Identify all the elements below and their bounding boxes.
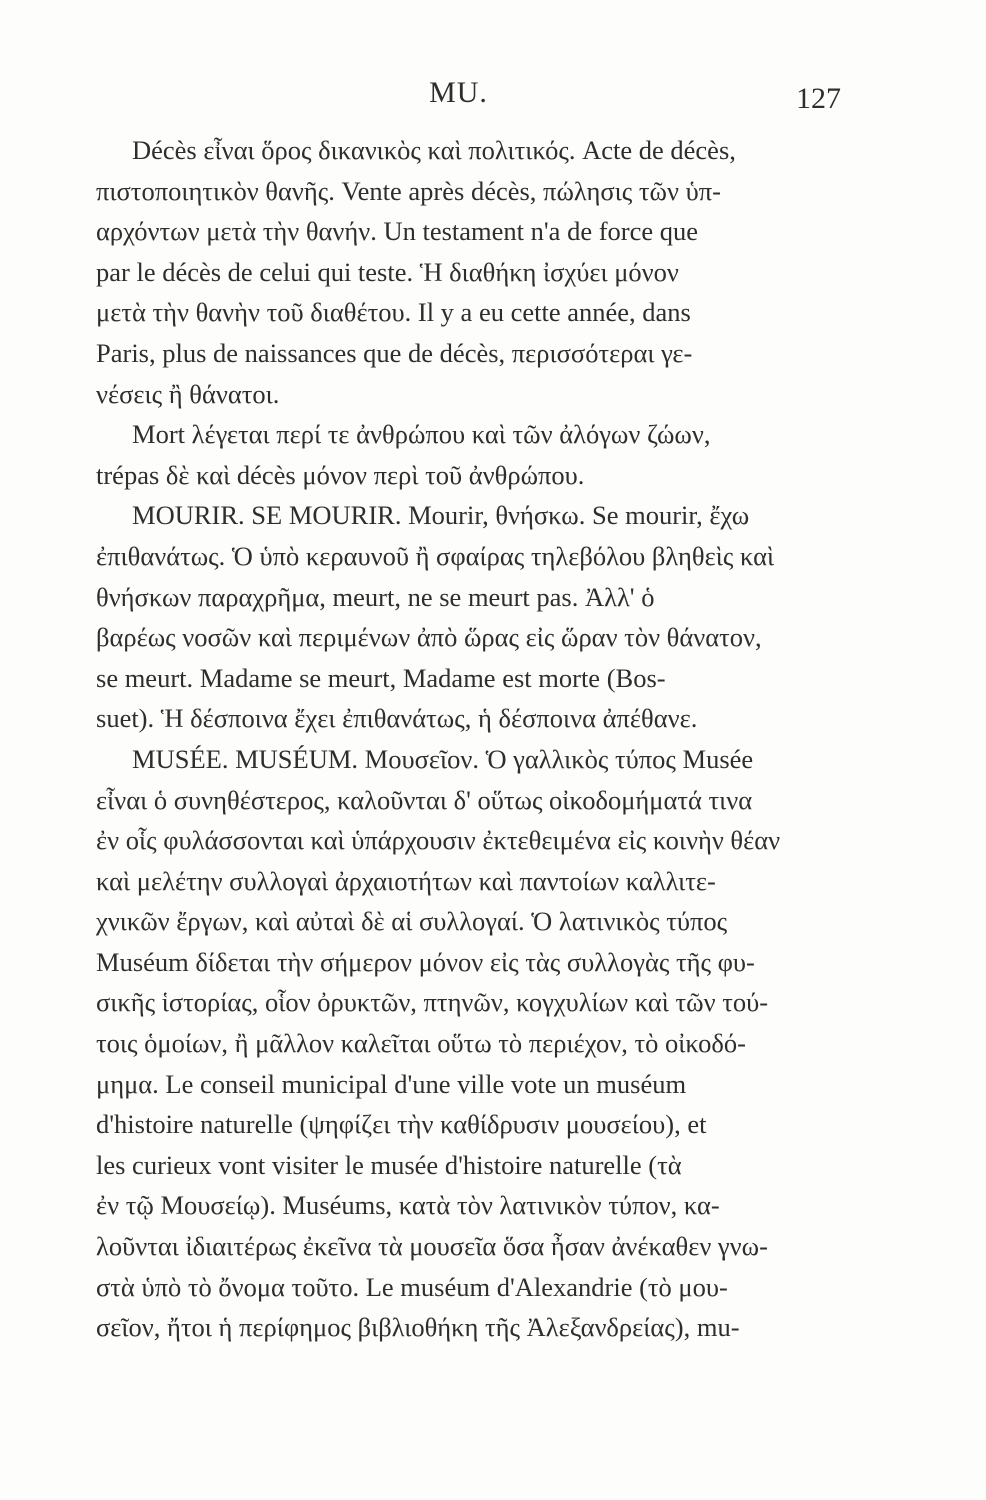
paragraph-mourir: [96, 495, 796, 739]
text-line: νέσεις ἢ θάνατοι.: [96, 378, 280, 409]
text-line: θνήσκων παραχρῆμα, meurt, ne se meurt pas. Ἀλλ' ὁ: [96, 581, 655, 612]
page-number: 127: [796, 82, 841, 115]
paragraph-mort: [96, 414, 796, 495]
text-line: les curieux vont visiter le musée d'histoire naturelle (τὰ: [96, 1149, 682, 1180]
text-line: τοις ὁμοίων, ἢ μᾶλλον καλεῖται οὕτω τὸ περιέχον, τὸ οἰκοδό-: [96, 1028, 746, 1059]
paragraph-deces: [96, 130, 796, 414]
text-line: λοῦνται ἰδιαιτέρως ἐκεῖνα τὰ μουσεῖα ὅσα ἦσαν ἀνέκαθεν γνω-: [96, 1231, 768, 1262]
text-line: MOURIR. SE MOURIR. Mourir, θνήσκω. Se mourir, ἔχω: [132, 500, 750, 531]
text-line: Mort λέγεται περί τε ἀνθρώπου καὶ τῶν ἀλόγων ζώων,: [132, 419, 711, 450]
text-line: Paris, plus de naissances que de décès, περισσότεραι γε-: [96, 337, 693, 368]
running-header: [96, 70, 841, 120]
text-line: αρχόντων μετὰ τὴν θανήν. Un testament n'a de force que: [96, 216, 699, 247]
header-title: MU.: [429, 76, 488, 109]
text-line: MUSÉE. MUSÉUM. Μουσεῖον. Ὁ γαλλικὸς τύπος Musée: [132, 743, 754, 774]
text-line: σικῆς ἱστορίας, οἷον ὀρυκτῶν, πτηνῶν, κογχυλίων καὶ τῶν τού-: [96, 987, 769, 1018]
paragraph-musee: [96, 739, 796, 1348]
text-line: se meurt. Madame se meurt, Madame est morte (Bos-: [96, 662, 666, 693]
body-text: [96, 130, 796, 1348]
text-line: par le décès de celui qui teste. Ἡ διαθήκη ἰσχύει μόνον: [96, 256, 679, 287]
text-line: καὶ μελέτην συλλογαὶ ἀρχαιοτήτων καὶ παντοίων καλλιτε-: [96, 865, 716, 896]
text-line: suet). Ἡ δέσποινα ἔχει ἐπιθανάτως, ἡ δέσποινα ἀπέθανε.: [96, 703, 698, 734]
text-line: βαρέως νοσῶν καὶ περιμένων ἀπὸ ὥρας εἰς ὥραν τὸν θάνατον,: [96, 622, 762, 653]
text-line: μετὰ τὴν θανὴν τοῦ διαθέτου. Il y a eu cette année, dans: [96, 297, 691, 328]
text-line: ἐν οἷς φυλάσσονται καὶ ὑπάρχουσιν ἐκτεθειμένα εἰς κοινὴν θέαν: [96, 825, 781, 856]
text-line: μημα. Le conseil municipal d'une ville vote un muséum: [96, 1068, 687, 1099]
text-line: εἶναι ὁ συνηθέστερος, καλοῦνται δ' οὕτως οἰκοδομήματά τινα: [96, 784, 753, 815]
text-line: στὰ ὑπὸ τὸ ὄνομα τοῦτο. Le muséum d'Alexandrie (τὸ μου-: [96, 1271, 728, 1302]
text-line: πιστοποιητικὸν θανῆς. Vente après décès, πώλησις τῶν ὑπ-: [96, 175, 721, 206]
text-line: χνικῶν ἔργων, καὶ αὐταὶ δὲ αἱ συλλογαί. Ὁ λατινικὸς τύπος: [96, 906, 728, 937]
text-line: ἐπιθανάτως. Ὁ ὑπὸ κεραυνοῦ ἢ σφαίρας τηλεβόλου βληθεὶς καὶ: [96, 540, 775, 571]
text-line: ἐν τῷ Μουσείῳ). Muséums, κατὰ τὸν λατινικὸν τύπον, κα-: [96, 1190, 720, 1221]
text-line: Muséum δίδεται τὴν σήμερον μόνον εἰς τὰς συλλογὰς τῆς φυ-: [96, 946, 755, 977]
text-line: trépas δὲ καὶ décès μόνον περὶ τοῦ ἀνθρώπου.: [96, 459, 585, 490]
text-line: σεῖον, ἤτοι ἡ περίφημος βιβλιοθήκη τῆς Ἀλεξανδρείας), mu-: [96, 1312, 740, 1343]
text-line: Décès εἶναι ὅρος δικανικὸς καὶ πολιτικός. Acte de décès,: [132, 135, 736, 165]
text-line: d'histoire naturelle (ψηφίζει τὴν καθίδρυσιν μουσείου), et: [96, 1109, 707, 1140]
